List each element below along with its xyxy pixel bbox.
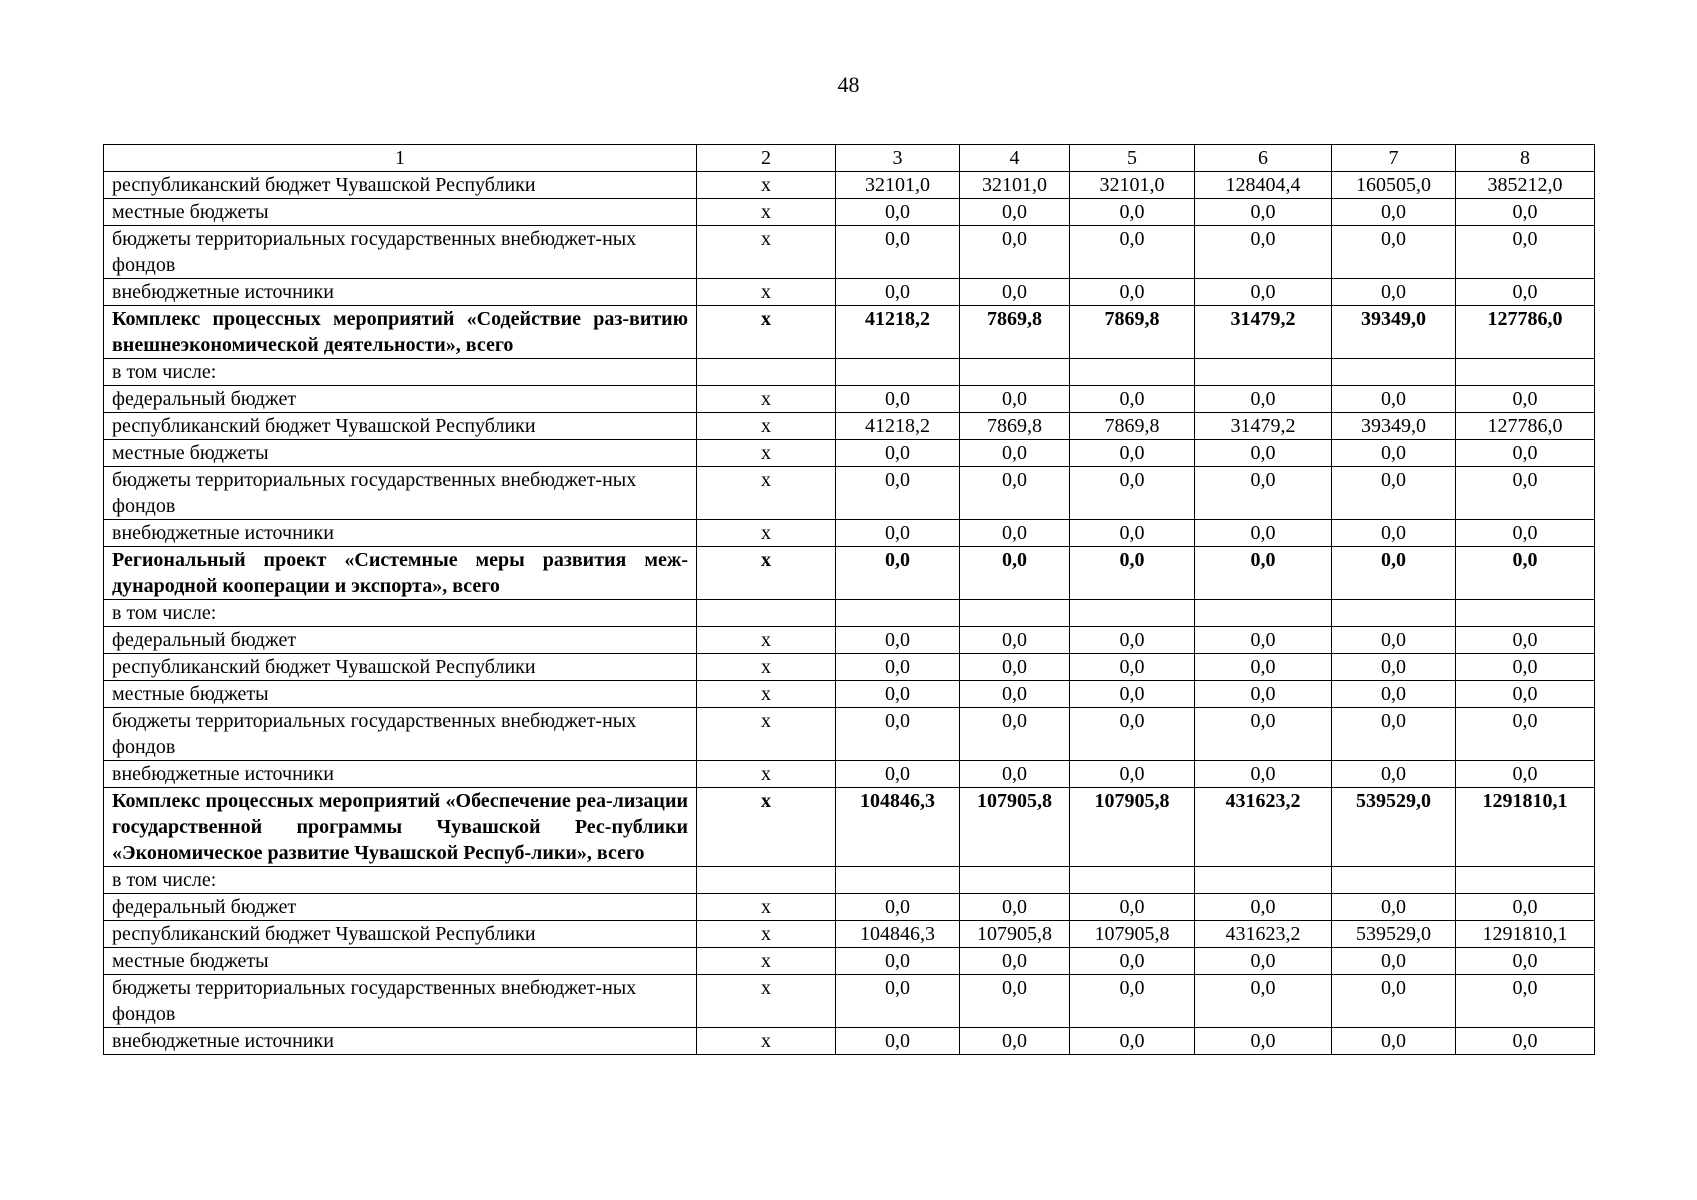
- row-code-cell: х: [697, 172, 836, 199]
- table-body: [104, 145, 1595, 1055]
- row-value-cell: [1195, 600, 1332, 627]
- row-value-cell: 0,0: [1070, 467, 1195, 520]
- row-value-cell: 0,0: [1195, 440, 1332, 467]
- table-row: [104, 520, 1595, 547]
- row-value-cell: [1456, 359, 1595, 386]
- row-value-cell: 0,0: [1195, 199, 1332, 226]
- row-value-cell: 539529,0: [1332, 921, 1456, 948]
- row-code-cell: х: [697, 654, 836, 681]
- table-row: [104, 440, 1595, 467]
- table-row: [104, 948, 1595, 975]
- row-label-cell: бюджеты территориальных государственных внебюджет-ных фондов: [104, 975, 697, 1028]
- row-code-cell: х: [697, 306, 836, 359]
- row-value-cell: 431623,2: [1195, 788, 1332, 867]
- row-value-cell: 0,0: [1195, 681, 1332, 708]
- row-value-cell: [836, 359, 960, 386]
- table-row: [104, 681, 1595, 708]
- table-row-section-total: [104, 306, 1595, 359]
- row-value-cell: 0,0: [1195, 708, 1332, 761]
- row-value-cell: 0,0: [1332, 467, 1456, 520]
- row-code-cell: х: [697, 226, 836, 279]
- row-value-cell: 0,0: [836, 440, 960, 467]
- row-value-cell: 0,0: [1070, 708, 1195, 761]
- row-value-cell: 127786,0: [1456, 413, 1595, 440]
- row-value-cell: 0,0: [960, 520, 1070, 547]
- row-value-cell: 0,0: [1456, 226, 1595, 279]
- table-row: [104, 467, 1595, 520]
- table-row: [104, 279, 1595, 306]
- row-value-cell: [1070, 600, 1195, 627]
- row-value-cell: 0,0: [1332, 1028, 1456, 1055]
- table-row: [104, 654, 1595, 681]
- row-value-cell: 31479,2: [1195, 413, 1332, 440]
- row-value-cell: 0,0: [960, 440, 1070, 467]
- row-value-cell: 0,0: [836, 199, 960, 226]
- row-value-cell: 0,0: [1332, 708, 1456, 761]
- row-value-cell: 0,0: [1332, 386, 1456, 413]
- row-label-cell: федеральный бюджет: [104, 386, 697, 413]
- row-label-cell: в том числе:: [104, 359, 697, 386]
- row-code-cell: х: [697, 440, 836, 467]
- row-code-cell: х: [697, 279, 836, 306]
- row-value-cell: 0,0: [836, 279, 960, 306]
- table-header-row: [104, 145, 1595, 172]
- row-value-cell: 0,0: [1456, 440, 1595, 467]
- row-value-cell: [1195, 867, 1332, 894]
- row-value-cell: 41218,2: [836, 413, 960, 440]
- row-value-cell: 104846,3: [836, 921, 960, 948]
- row-value-cell: 1291810,1: [1456, 788, 1595, 867]
- row-value-cell: 0,0: [1456, 627, 1595, 654]
- row-value-cell: 0,0: [960, 948, 1070, 975]
- row-value-cell: 0,0: [1195, 894, 1332, 921]
- row-label-cell: республиканский бюджет Чувашской Республики: [104, 172, 697, 199]
- row-value-cell: 0,0: [1195, 627, 1332, 654]
- row-value-cell: 0,0: [1070, 440, 1195, 467]
- column-header: 4: [960, 145, 1070, 172]
- row-value-cell: 0,0: [836, 894, 960, 921]
- row-value-cell: 0,0: [836, 975, 960, 1028]
- row-value-cell: 0,0: [1332, 894, 1456, 921]
- row-value-cell: 0,0: [1456, 467, 1595, 520]
- table-row: [104, 894, 1595, 921]
- row-value-cell: 0,0: [836, 948, 960, 975]
- row-value-cell: 0,0: [836, 761, 960, 788]
- row-value-cell: 0,0: [1195, 386, 1332, 413]
- row-value-cell: 0,0: [836, 1028, 960, 1055]
- table-row: [104, 172, 1595, 199]
- row-value-cell: 0,0: [1070, 386, 1195, 413]
- row-label-cell: внебюджетные источники: [104, 279, 697, 306]
- row-value-cell: 107905,8: [1070, 921, 1195, 948]
- row-value-cell: 107905,8: [960, 788, 1070, 867]
- row-code-cell: х: [697, 547, 836, 600]
- row-value-cell: [1332, 600, 1456, 627]
- table-row-section-total: [104, 788, 1595, 867]
- row-value-cell: 7869,8: [960, 413, 1070, 440]
- row-value-cell: 0,0: [1195, 975, 1332, 1028]
- row-value-cell: 0,0: [1456, 681, 1595, 708]
- row-value-cell: 39349,0: [1332, 306, 1456, 359]
- row-label-cell: местные бюджеты: [104, 199, 697, 226]
- row-value-cell: 0,0: [1195, 654, 1332, 681]
- row-value-cell: 0,0: [1070, 681, 1195, 708]
- row-value-cell: 0,0: [1456, 547, 1595, 600]
- row-code-cell: х: [697, 520, 836, 547]
- row-value-cell: 0,0: [1195, 279, 1332, 306]
- row-code-cell: х: [697, 708, 836, 761]
- row-code-cell: [697, 600, 836, 627]
- row-value-cell: 0,0: [1070, 520, 1195, 547]
- row-value-cell: 0,0: [960, 761, 1070, 788]
- row-value-cell: 0,0: [836, 547, 960, 600]
- row-label-cell: Комплекс процессных мероприятий «Содействие раз-витию внешнеэкономической деятельности», всего: [104, 306, 697, 359]
- row-value-cell: 0,0: [1456, 199, 1595, 226]
- row-code-cell: х: [697, 413, 836, 440]
- row-value-cell: 39349,0: [1332, 413, 1456, 440]
- row-label-cell: республиканский бюджет Чувашской Республики: [104, 921, 697, 948]
- row-value-cell: 0,0: [1195, 761, 1332, 788]
- row-code-cell: х: [697, 681, 836, 708]
- row-value-cell: 0,0: [1456, 279, 1595, 306]
- row-code-cell: х: [697, 386, 836, 413]
- row-value-cell: 0,0: [1195, 226, 1332, 279]
- row-value-cell: 0,0: [1332, 975, 1456, 1028]
- row-value-cell: 0,0: [1070, 199, 1195, 226]
- row-value-cell: 0,0: [1332, 681, 1456, 708]
- row-value-cell: 128404,4: [1195, 172, 1332, 199]
- row-label-cell: внебюджетные источники: [104, 520, 697, 547]
- row-value-cell: 0,0: [836, 520, 960, 547]
- column-header: 6: [1195, 145, 1332, 172]
- row-value-cell: 0,0: [1070, 761, 1195, 788]
- row-value-cell: 0,0: [1456, 1028, 1595, 1055]
- row-code-cell: х: [697, 894, 836, 921]
- row-value-cell: [1332, 867, 1456, 894]
- row-value-cell: [836, 600, 960, 627]
- row-value-cell: 0,0: [960, 467, 1070, 520]
- row-label-cell: местные бюджеты: [104, 681, 697, 708]
- row-value-cell: 0,0: [960, 681, 1070, 708]
- row-value-cell: 0,0: [1195, 1028, 1332, 1055]
- row-label-cell: республиканский бюджет Чувашской Республики: [104, 654, 697, 681]
- row-value-cell: 0,0: [1195, 948, 1332, 975]
- row-value-cell: 0,0: [1456, 520, 1595, 547]
- row-value-cell: 0,0: [1456, 654, 1595, 681]
- row-value-cell: 0,0: [960, 386, 1070, 413]
- row-value-cell: 0,0: [1070, 948, 1195, 975]
- row-value-cell: 0,0: [1070, 975, 1195, 1028]
- row-value-cell: 32101,0: [960, 172, 1070, 199]
- row-value-cell: 0,0: [1070, 627, 1195, 654]
- column-header: 8: [1456, 145, 1595, 172]
- row-value-cell: 7869,8: [1070, 306, 1195, 359]
- row-value-cell: 0,0: [1195, 467, 1332, 520]
- row-label-cell: Региональный проект «Системные меры развития меж-дународной кооперации и экспорта», всего: [104, 547, 697, 600]
- table-row: [104, 359, 1595, 386]
- row-label-cell: бюджеты территориальных государственных внебюджет-ных фондов: [104, 467, 697, 520]
- row-value-cell: [1195, 359, 1332, 386]
- row-value-cell: 0,0: [1070, 279, 1195, 306]
- row-value-cell: 0,0: [1332, 226, 1456, 279]
- row-value-cell: 0,0: [960, 627, 1070, 654]
- row-code-cell: х: [697, 788, 836, 867]
- row-code-cell: х: [697, 627, 836, 654]
- table-row: [104, 627, 1595, 654]
- row-value-cell: [960, 867, 1070, 894]
- row-value-cell: 0,0: [960, 547, 1070, 600]
- row-value-cell: [1332, 359, 1456, 386]
- row-value-cell: 0,0: [960, 708, 1070, 761]
- table-row: [104, 386, 1595, 413]
- row-value-cell: 0,0: [836, 708, 960, 761]
- table-row-section-total: [104, 547, 1595, 600]
- row-value-cell: 127786,0: [1456, 306, 1595, 359]
- column-header: 7: [1332, 145, 1456, 172]
- row-value-cell: [836, 867, 960, 894]
- row-code-cell: [697, 867, 836, 894]
- column-header: 2: [697, 145, 836, 172]
- row-value-cell: 0,0: [1332, 520, 1456, 547]
- row-value-cell: [1070, 867, 1195, 894]
- row-label-cell: Комплекс процессных мероприятий «Обеспечение реа-лизации государственной программы Чувашской Рес-публики «Экономическое развитие Чувашской Респуб-лики», всего: [104, 788, 697, 867]
- row-value-cell: [1070, 359, 1195, 386]
- row-value-cell: 0,0: [1332, 627, 1456, 654]
- row-value-cell: 7869,8: [960, 306, 1070, 359]
- row-value-cell: 32101,0: [836, 172, 960, 199]
- row-value-cell: 0,0: [836, 627, 960, 654]
- column-header: 5: [1070, 145, 1195, 172]
- table-row: [104, 975, 1595, 1028]
- row-value-cell: [960, 600, 1070, 627]
- row-value-cell: 0,0: [1070, 226, 1195, 279]
- row-value-cell: 0,0: [836, 226, 960, 279]
- table-row: [104, 921, 1595, 948]
- row-value-cell: [960, 359, 1070, 386]
- row-value-cell: 0,0: [1195, 547, 1332, 600]
- row-value-cell: 0,0: [1456, 894, 1595, 921]
- row-code-cell: х: [697, 199, 836, 226]
- row-value-cell: 104846,3: [836, 788, 960, 867]
- row-label-cell: в том числе:: [104, 600, 697, 627]
- table-row: [104, 199, 1595, 226]
- row-value-cell: 0,0: [1332, 440, 1456, 467]
- row-code-cell: х: [697, 467, 836, 520]
- row-value-cell: 0,0: [1332, 654, 1456, 681]
- row-value-cell: 0,0: [1456, 948, 1595, 975]
- row-value-cell: 0,0: [1070, 1028, 1195, 1055]
- table-row: [104, 413, 1595, 440]
- row-code-cell: х: [697, 761, 836, 788]
- row-value-cell: 0,0: [1332, 547, 1456, 600]
- row-value-cell: 0,0: [1456, 386, 1595, 413]
- row-label-cell: местные бюджеты: [104, 440, 697, 467]
- row-value-cell: 0,0: [960, 975, 1070, 1028]
- row-label-cell: местные бюджеты: [104, 948, 697, 975]
- row-value-cell: [1456, 867, 1595, 894]
- table-row: [104, 600, 1595, 627]
- row-value-cell: 0,0: [1456, 975, 1595, 1028]
- table-row: [104, 226, 1595, 279]
- column-header: 3: [836, 145, 960, 172]
- page-number: 48: [837, 72, 860, 97]
- row-value-cell: 0,0: [1332, 199, 1456, 226]
- row-code-cell: х: [697, 975, 836, 1028]
- row-value-cell: 0,0: [1456, 708, 1595, 761]
- row-code-cell: х: [697, 1028, 836, 1055]
- row-value-cell: 0,0: [836, 467, 960, 520]
- row-label-cell: бюджеты территориальных государственных внебюджет-ных фондов: [104, 226, 697, 279]
- row-value-cell: 0,0: [1332, 279, 1456, 306]
- row-value-cell: [1456, 600, 1595, 627]
- row-label-cell: федеральный бюджет: [104, 894, 697, 921]
- row-code-cell: х: [697, 921, 836, 948]
- column-header: 1: [104, 145, 697, 172]
- row-value-cell: 32101,0: [1070, 172, 1195, 199]
- row-label-cell: внебюджетные источники: [104, 1028, 697, 1055]
- table-row: [104, 761, 1595, 788]
- row-code-cell: х: [697, 948, 836, 975]
- row-label-cell: в том числе:: [104, 867, 697, 894]
- row-value-cell: 0,0: [960, 279, 1070, 306]
- row-label-cell: внебюджетные источники: [104, 761, 697, 788]
- row-value-cell: 0,0: [1070, 894, 1195, 921]
- row-value-cell: 0,0: [1070, 547, 1195, 600]
- row-value-cell: 0,0: [960, 226, 1070, 279]
- table-row: [104, 1028, 1595, 1055]
- row-code-cell: [697, 359, 836, 386]
- row-value-cell: 539529,0: [1332, 788, 1456, 867]
- row-value-cell: 431623,2: [1195, 921, 1332, 948]
- row-value-cell: 7869,8: [1070, 413, 1195, 440]
- row-value-cell: 0,0: [836, 681, 960, 708]
- row-value-cell: 0,0: [836, 654, 960, 681]
- row-value-cell: 0,0: [960, 654, 1070, 681]
- row-value-cell: 0,0: [1195, 520, 1332, 547]
- row-label-cell: федеральный бюджет: [104, 627, 697, 654]
- row-value-cell: 1291810,1: [1456, 921, 1595, 948]
- row-value-cell: 0,0: [1332, 948, 1456, 975]
- table-row: [104, 708, 1595, 761]
- row-value-cell: 0,0: [1070, 654, 1195, 681]
- row-value-cell: 0,0: [836, 386, 960, 413]
- row-value-cell: 0,0: [960, 894, 1070, 921]
- row-value-cell: 0,0: [960, 1028, 1070, 1055]
- row-value-cell: 385212,0: [1456, 172, 1595, 199]
- row-value-cell: 0,0: [960, 199, 1070, 226]
- row-value-cell: 0,0: [1456, 761, 1595, 788]
- row-value-cell: 0,0: [1332, 761, 1456, 788]
- row-value-cell: 160505,0: [1332, 172, 1456, 199]
- row-value-cell: 41218,2: [836, 306, 960, 359]
- table-row: [104, 867, 1595, 894]
- row-value-cell: 107905,8: [1070, 788, 1195, 867]
- row-label-cell: республиканский бюджет Чувашской Республики: [104, 413, 697, 440]
- budget-table: [103, 144, 1595, 1055]
- row-label-cell: бюджеты территориальных государственных внебюджет-ных фондов: [104, 708, 697, 761]
- row-value-cell: 31479,2: [1195, 306, 1332, 359]
- row-value-cell: 107905,8: [960, 921, 1070, 948]
